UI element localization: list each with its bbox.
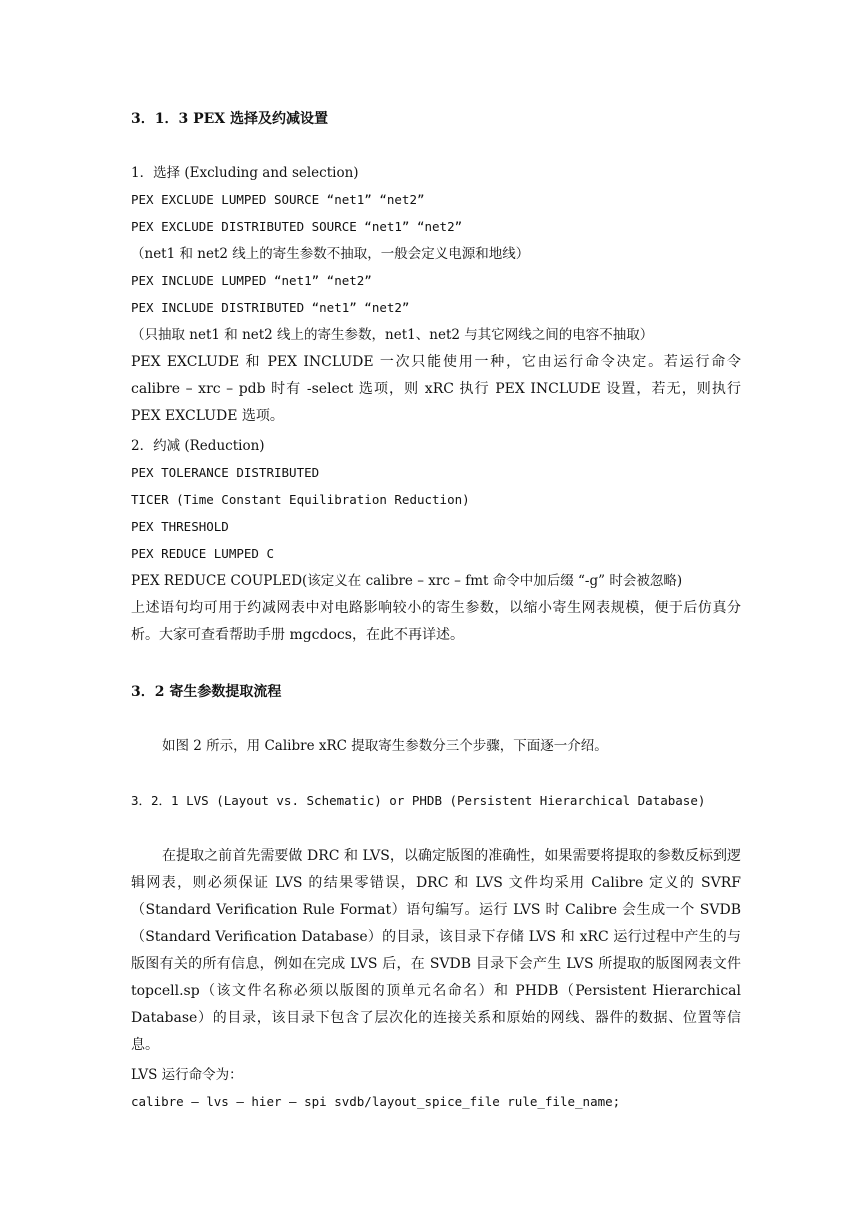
- heading-3-2-1: 3．2．1 LVS (Layout vs. Schematic) or PHDB (Persistent Hierarchical Database): [131, 793, 706, 808]
- selection-title: 1．选择 (Excluding and selection): [131, 165, 359, 181]
- reduction-paragraph: 上述语句均可用于约减网表中对电路影响较小的寄生参数，以缩小寄生网表规模，便于后仿真分析。大家可查看帮助手册 mgcdocs，在此不再详述。: [131, 600, 741, 643]
- reduction-line-2: TICER (Time Constant Equilibration Reduction): [131, 492, 470, 507]
- reduction-line-4: PEX REDUCE LUMPED C: [131, 546, 274, 561]
- command-label: LVS 运行命令为：: [131, 1067, 243, 1083]
- reduction-line-3: PEX THRESHOLD: [131, 519, 229, 534]
- lvs-paragraph: 在提取之前首先需要做 DRC 和 LVS，以确定版图的准确性，如果需要将提取的参数反标到逻辑网表，则必须保证 LVS 的结果零错误，DRC 和 LVS 文件均采用 Calibre 定义的 SVRF（Standard Verification Rule Format）语句编写。运行 LVS 时 Calibre 会生成一个 SVDB（Standard Verification Database）的目录，该目录下存储 LVS 和 xRC 运行过程中产生的与版图有关的所有信息，例如在完成 LVS 后，在 SVDB 目录下会产生 LVS 所提取的版图网表文件 topcell.sp（该文件名称必须以版图的顶单元名命名）和 PHDB（Persistent Hierarchical Database）的目录，该目录下包含了层次化的连接关系和原始的网线、器件的数据、位置等信息。: [131, 848, 741, 1053]
- selection-note-1: （net1 和 net2 线上的寄生参数不抽取，一般会定义电源和地线）: [131, 246, 530, 262]
- selection-line-2: PEX EXCLUDE DISTRIBUTED SOURCE “net1” “net2”: [131, 219, 463, 234]
- selection-line-3: PEX INCLUDE LUMPED “net1” “net2”: [131, 273, 372, 288]
- reduction-line-1: PEX TOLERANCE DISTRIBUTED: [131, 465, 320, 480]
- reduction-title: 2．约减 (Reduction): [131, 438, 265, 454]
- heading-3-1-3: 3．1．3 PEX 选择及约减设置: [131, 111, 329, 127]
- selection-note-2: （只抽取 net1 和 net2 线上的寄生参数，net1、net2 与其它网线之间的电容不抽取）: [131, 327, 654, 343]
- selection-line-1: PEX EXCLUDE LUMPED SOURCE “net1” “net2”: [131, 192, 425, 207]
- selection-line-4: PEX INCLUDE DISTRIBUTED “net1” “net2”: [131, 300, 410, 315]
- reduction-line-5: PEX REDUCE COUPLED(该定义在 calibre – xrc – fmt 命令中加后缀 “-g” 时会被忽略): [131, 573, 683, 589]
- heading-3-2: 3．2 寄生参数提取流程: [131, 684, 282, 700]
- command-line: calibre – lvs – hier – spi svdb/layout_spice_file rule_file_name;: [131, 1094, 621, 1109]
- intro-paragraph: 如图 2 所示，用 Calibre xRC 提取寄生参数分三个步骤，下面逐一介绍。: [162, 738, 608, 754]
- selection-paragraph: PEX EXCLUDE 和 PEX INCLUDE 一次只能使用一种，它由运行命令决定。若运行命令 calibre – xrc – pdb 时有 -select 选项，则 xRC 执行 PEX INCLUDE 设置，若无，则执行 PEX EXCLUDE 选项。: [131, 354, 741, 424]
